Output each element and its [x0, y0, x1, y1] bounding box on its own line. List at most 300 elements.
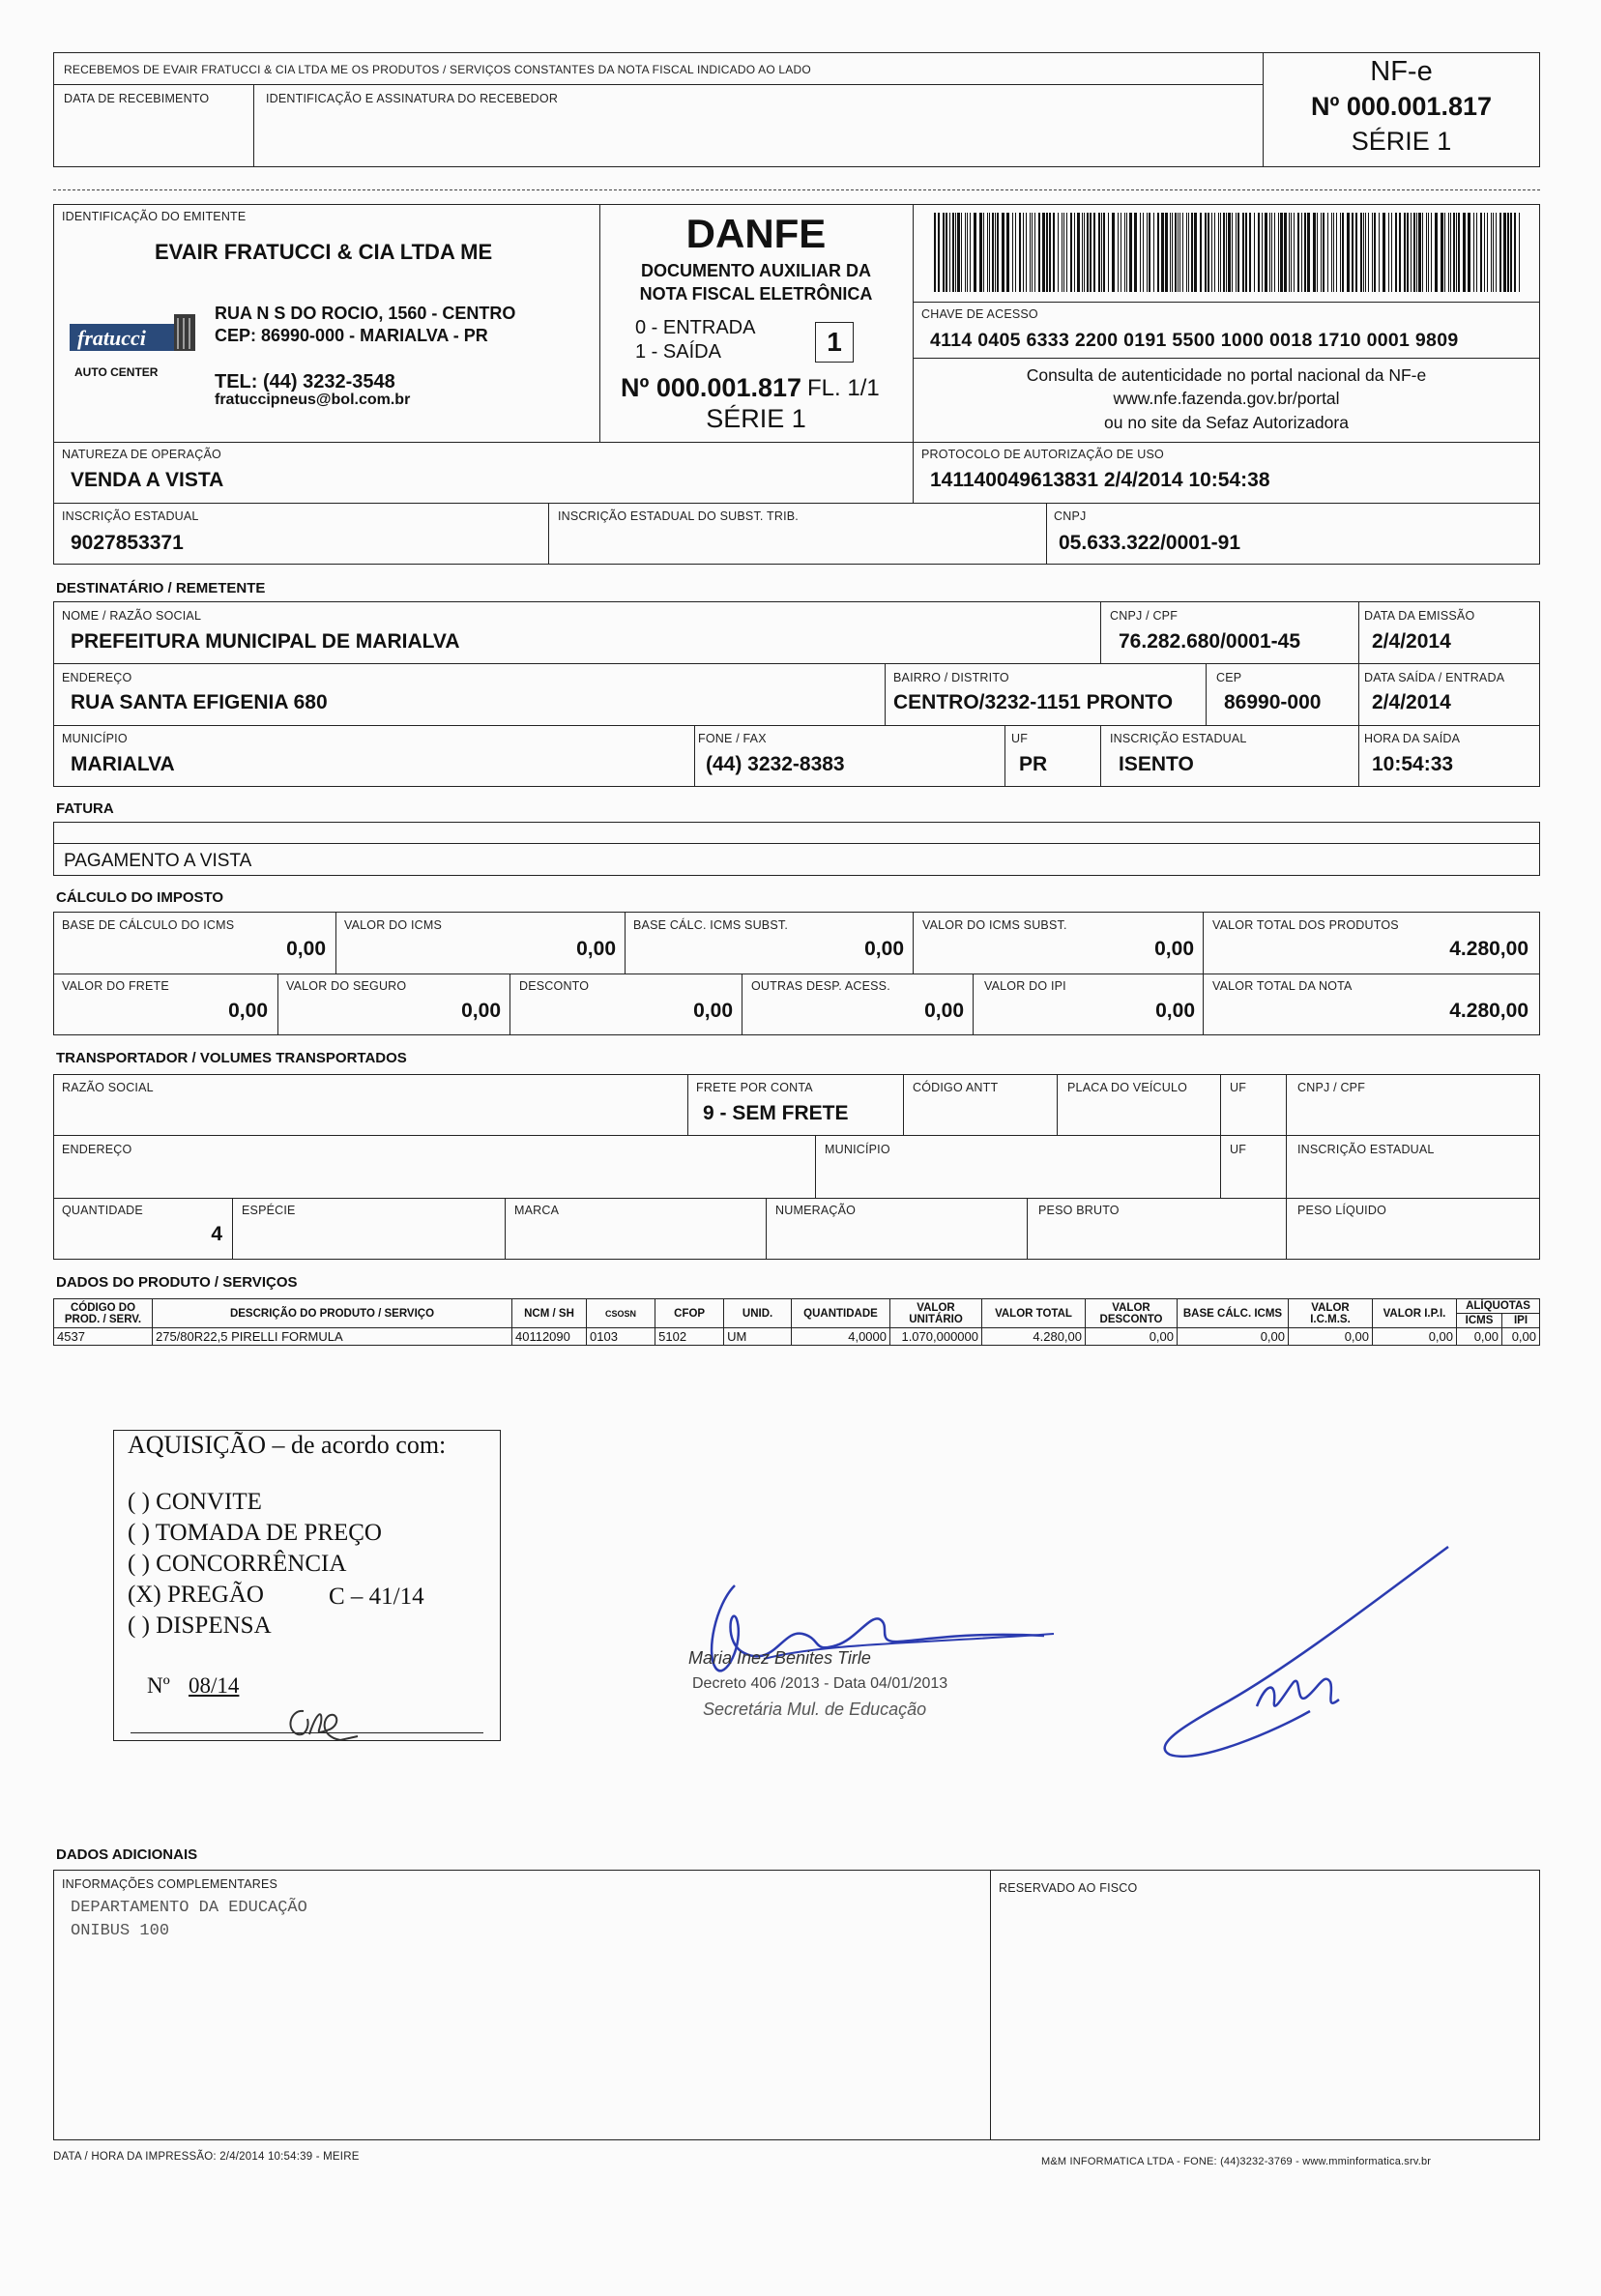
barcode-bar: [1074, 213, 1075, 292]
barcode-bar: [983, 213, 984, 292]
barcode-bar: [1178, 213, 1179, 292]
cell-codigo: 4537: [54, 1328, 153, 1346]
barcode-bar: [1218, 213, 1219, 292]
cell-descricao: 275/80R22,5 PIRELLI FORMULA: [153, 1328, 512, 1346]
barcode-bar: [1026, 213, 1027, 292]
barcode-bar: [1404, 213, 1406, 292]
barcode-bar: [1284, 213, 1287, 292]
barcode-bar: [1157, 213, 1159, 292]
danfe-tipo-box: 1: [815, 322, 854, 363]
transp-ie-label: INSCRIÇÃO ESTADUAL: [1297, 1143, 1435, 1156]
barcode-bar: [1331, 213, 1332, 292]
cell-aliq-icms: 0,00: [1457, 1328, 1502, 1346]
barcode-bar: [1388, 213, 1389, 292]
barcode-bar: [1323, 213, 1324, 292]
barcode-bar: [1242, 213, 1244, 292]
barcode-bar: [1038, 213, 1040, 292]
th-codigo: CÓDIGO DO PROD. / SERV.: [54, 1299, 153, 1328]
dest-bairro: CENTRO/3232-1151 PRONTO: [893, 691, 1174, 713]
icms-base-label: BASE DE CÁLCULO DO ICMS: [62, 918, 235, 932]
stamp-number-label: Nº: [147, 1673, 170, 1698]
icms-base-value: 0,00: [286, 938, 326, 960]
dest-saida-label: DATA SAÍDA / ENTRADA: [1364, 671, 1505, 684]
barcode-bar: [949, 213, 950, 292]
barcode-bar: [1129, 213, 1132, 292]
chave-label: CHAVE DE ACESSO: [921, 307, 1038, 321]
cell-vdesc: 0,00: [1086, 1328, 1178, 1346]
barcode-bar: [1383, 213, 1385, 292]
th-aliq-ipi: IPI: [1502, 1314, 1540, 1328]
dest-saida: 2/4/2014: [1372, 691, 1451, 713]
barcode-bar: [1188, 213, 1189, 292]
barcode-bar: [952, 213, 954, 292]
ie-st-label: INSCRIÇÃO ESTADUAL DO SUBST. TRIB.: [558, 509, 799, 523]
th-vdesc: VALOR DESCONTO: [1086, 1299, 1178, 1328]
fatura-box: [53, 822, 1540, 876]
info-line2: ONIBUS 100: [71, 1922, 170, 1940]
barcode-bar: [1042, 213, 1045, 292]
barcode-bar: [1200, 213, 1202, 292]
dest-bairro-label: BAIRRO / DISTRITO: [893, 671, 1009, 684]
transp-especie-label: ESPÉCIE: [242, 1204, 296, 1217]
barcode-bar: [1087, 213, 1089, 292]
barcode-bar: [1365, 213, 1366, 292]
barcode-bar: [1352, 213, 1354, 292]
transp-bruto-label: PESO BRUTO: [1038, 1204, 1120, 1217]
barcode-bar: [1269, 213, 1270, 292]
barcode-bar: [1416, 213, 1417, 292]
cell-vunit: 1.070,000000: [890, 1328, 982, 1346]
barcode-bar: [943, 213, 945, 292]
barcode-bar: [1280, 213, 1283, 292]
cell-cfop: 5102: [655, 1328, 724, 1346]
th-cfop: CFOP: [655, 1299, 724, 1328]
barcode-bar: [1179, 213, 1180, 292]
barcode-bar: [970, 213, 971, 292]
stamp-item-dispensa: ( ) DISPENSA: [128, 1613, 272, 1639]
table-row: [54, 1328, 1540, 1346]
barcode-bar: [1271, 213, 1272, 292]
barcode-bar: [1182, 213, 1183, 292]
cell-ncm: 40112090: [512, 1328, 587, 1346]
th-vunit: VALOR UNITÁRIO: [890, 1299, 982, 1328]
dest-endereco: RUA SANTA EFIGENIA 680: [71, 691, 328, 713]
icms-st-base-value: 0,00: [864, 938, 904, 960]
dest-hora: 10:54:33: [1372, 753, 1454, 775]
barcode-bar: [1108, 213, 1109, 292]
danfe-title: DANFE: [685, 211, 827, 256]
cell-unid: UM: [724, 1328, 792, 1346]
secretary-name: Maria Inez Benites Tirle: [688, 1648, 871, 1668]
frete-label: VALOR DO FRETE: [62, 979, 169, 993]
barcode-bar: [1211, 213, 1212, 292]
dest-ie: ISENTO: [1119, 753, 1194, 775]
produtos-section: DADOS DO PRODUTO / SERVIÇOS: [56, 1274, 298, 1291]
barcode-bar: [1186, 213, 1187, 292]
authorization-signature: [1141, 1537, 1460, 1769]
secretary-cargo: Secretária Mul. de Educação: [703, 1700, 927, 1719]
barcode-bar: [1147, 213, 1148, 292]
destinatario-section: DESTINATÁRIO / REMETENTE: [56, 580, 266, 596]
dest-uf-label: UF: [1011, 732, 1029, 745]
secretary-decreto: Decreto 406 /2013 - Data 04/01/2013: [692, 1675, 948, 1692]
transp-frete: 9 - SEM FRETE: [703, 1102, 849, 1124]
barcode-bar: [1205, 213, 1207, 292]
barcode-bar: [989, 213, 990, 292]
barcode-bar: [1476, 213, 1477, 292]
barcode-bar: [1112, 213, 1115, 292]
outras-value: 0,00: [924, 1000, 964, 1022]
th-aliq-icms: ICMS: [1457, 1314, 1502, 1328]
icms-value-label: VALOR DO ICMS: [344, 918, 442, 932]
barcode-bar: [1342, 213, 1344, 292]
fisco-label: RESERVADO AO FISCO: [999, 1881, 1138, 1895]
seguro-label: VALOR DO SEGURO: [286, 979, 407, 993]
produtos-table: [53, 1298, 1540, 1346]
barcode-bar: [1291, 213, 1292, 292]
barcode-bar: [955, 213, 956, 292]
barcode-bar: [957, 213, 960, 292]
barcode-bar: [1084, 213, 1085, 292]
barcode-bar: [1450, 213, 1451, 292]
barcode-bar: [1463, 213, 1466, 292]
barcode-bar: [1153, 213, 1154, 292]
barcode-bar: [1426, 213, 1427, 292]
receipt-nfe: NF-e: [1370, 56, 1433, 87]
barcode-bar: [1093, 213, 1095, 292]
barcode-bar: [1262, 213, 1263, 292]
barcode-bar: [1006, 213, 1009, 292]
icms-st-label: VALOR DO ICMS SUBST.: [922, 918, 1067, 932]
transp-endereco-label: ENDEREÇO: [62, 1143, 132, 1156]
dest-cep-label: CEP: [1216, 671, 1242, 684]
transp-marca-label: MARCA: [514, 1204, 560, 1217]
total-produtos-value: 4.280,00: [1449, 938, 1528, 960]
barcode-bar: [1327, 213, 1328, 292]
barcode-bar: [1510, 213, 1512, 292]
frete-value: 0,00: [228, 1000, 268, 1022]
barcode-bar: [1441, 213, 1443, 292]
cell-qtd: 4,0000: [792, 1328, 890, 1346]
cnpj-emit-value: 05.633.322/0001-91: [1059, 532, 1241, 554]
dest-hora-label: HORA DA SAÍDA: [1364, 732, 1461, 745]
barcode-bar: [1379, 213, 1380, 292]
transp-uf2-label: UF: [1230, 1143, 1247, 1156]
cell-aliq-ipi: 0,00: [1502, 1328, 1540, 1346]
ie-value: 9027853371: [71, 532, 184, 554]
barcode-bar: [1448, 213, 1449, 292]
icms-st-base-label: BASE CÁLC. ICMS SUBST.: [633, 918, 788, 932]
barcode-bar: [1289, 213, 1290, 292]
barcode-bar: [1422, 213, 1423, 292]
emitente-logo-sub: AUTO CENTER: [74, 365, 159, 379]
dest-cnpj: 76.282.680/0001-45: [1119, 630, 1301, 653]
barcode-bar: [1098, 213, 1100, 292]
barcode-bar: [1245, 213, 1247, 292]
fatura-section: FATURA: [56, 800, 114, 817]
chave-consulta3: ou no site da Sefaz Autorizadora: [1104, 413, 1349, 432]
barcode-bar: [1347, 213, 1350, 292]
footer-software: M&M INFORMATICA LTDA - FONE: (44)3232-3769 - www.mminformatica.srv.br: [1041, 2156, 1432, 2167]
receipt-signature-label: IDENTIFICAÇÃO E ASSINATURA DO RECEBEDOR: [266, 92, 559, 105]
barcode-bar: [1368, 213, 1369, 292]
cut-line: [53, 189, 1540, 190]
barcode-bar: [1372, 213, 1373, 292]
dest-municipio: MARIALVA: [71, 753, 175, 775]
stamp-pregao-ref: C – 41/14: [329, 1584, 424, 1610]
receipt-date-label: DATA DE RECEBIMENTO: [64, 92, 210, 105]
dest-nome: PREFEITURA MUNICIPAL DE MARIALVA: [71, 630, 460, 653]
emitente-name: EVAIR FRATUCCI & CIA LTDA ME: [155, 240, 493, 264]
barcode-bar: [938, 213, 940, 292]
barcode-bar: [1360, 213, 1362, 292]
transp-liquido-label: PESO LÍQUIDO: [1297, 1204, 1387, 1217]
barcode-bar: [1030, 213, 1031, 292]
dest-nome-label: NOME / RAZÃO SOCIAL: [62, 609, 202, 623]
barcode-bar: [997, 213, 999, 292]
cell-vipi: 0,00: [1373, 1328, 1457, 1346]
natureza-value: VENDA A VISTA: [71, 469, 224, 491]
barcode-bar: [1374, 213, 1376, 292]
barcode-bar: [1161, 213, 1164, 292]
barcode-bar: [1468, 213, 1470, 292]
barcode-bar: [961, 213, 962, 292]
transp-razao-label: RAZÃO SOCIAL: [62, 1081, 154, 1094]
transporte-section: TRANSPORTADOR / VOLUMES TRANSPORTADOS: [56, 1050, 407, 1066]
danfe-subtitle1: DOCUMENTO AUXILIAR DA: [641, 261, 871, 280]
barcode-bar: [1012, 213, 1013, 292]
dest-municipio-label: MUNICÍPIO: [62, 732, 128, 745]
barcode-bar: [1317, 213, 1318, 292]
protocolo-label: PROTOCOLO DE AUTORIZAÇÃO DE USO: [921, 448, 1164, 461]
th-vipi: VALOR I.P.I.: [1373, 1299, 1457, 1328]
cell-csosn: 0103: [587, 1328, 655, 1346]
barcode-bar: [979, 213, 982, 292]
desconto-label: DESCONTO: [519, 979, 590, 993]
receipt-serie: SÉRIE 1: [1351, 127, 1452, 156]
transp-uf-label: UF: [1230, 1081, 1247, 1094]
dest-ie-label: INSCRIÇÃO ESTADUAL: [1110, 732, 1247, 745]
stamp-item-convite: ( ) CONVITE: [128, 1489, 262, 1515]
fatura-value: PAGAMENTO A VISTA: [64, 851, 252, 871]
barcode-bar: [1124, 213, 1125, 292]
barcode-bar: [1428, 213, 1429, 292]
transp-municipio-label: MUNICÍPIO: [825, 1143, 890, 1156]
barcode-bar: [1355, 213, 1357, 292]
barcode-bar: [995, 213, 996, 292]
barcode-bar: [1444, 213, 1445, 292]
dest-fone-label: FONE / FAX: [698, 732, 767, 745]
barcode-bar: [1254, 213, 1255, 292]
transp-placa-label: PLACA DO VEÍCULO: [1067, 1081, 1188, 1094]
info-line1: DEPARTAMENTO DA EDUCAÇÃO: [71, 1899, 307, 1917]
danfe-subtitle2: NOTA FISCAL ELETRÔNICA: [639, 284, 873, 304]
barcode-bar: [1175, 213, 1177, 292]
barcode-bar: [1232, 213, 1233, 292]
barcode-bar: [1480, 213, 1482, 292]
barcode-bar: [1411, 213, 1412, 292]
barcode-bar: [1046, 213, 1048, 292]
barcode-bar: [1237, 213, 1239, 292]
barcode-bar: [1070, 213, 1072, 292]
footer-print-info: DATA / HORA DA IMPRESSÃO: 2/4/2014 10:54:39 - MEIRE: [53, 2151, 360, 2163]
stamp-item-tomada: ( ) TOMADA DE PREÇO: [128, 1520, 382, 1546]
barcode-bar: [1304, 213, 1306, 292]
receipt-number: Nº 000.001.817: [1310, 92, 1492, 121]
stamp-item-concorrencia: ( ) CONCORRÊNCIA: [128, 1551, 347, 1577]
th-unid: UNID.: [724, 1299, 792, 1328]
transp-numeracao-label: NUMERAÇÃO: [775, 1204, 857, 1217]
th-qtd: QUANTIDADE: [792, 1299, 890, 1328]
barcode-bar: [1507, 213, 1509, 292]
barcode-bar: [987, 213, 988, 292]
barcode-bar: [965, 213, 966, 292]
cell-vtotal: 4.280,00: [982, 1328, 1086, 1346]
barcode-bar: [1228, 213, 1231, 292]
barcode-bar: [1491, 213, 1492, 292]
th-csosn: CSOSN: [587, 1299, 655, 1328]
barcode-bar: [1294, 213, 1295, 292]
barcode-bar: [1226, 213, 1227, 292]
danfe-entrada: 0 - ENTRADA: [635, 317, 756, 338]
cnpj-emit-label: CNPJ: [1054, 509, 1087, 523]
emitente-label: IDENTIFICAÇÃO DO EMITENTE: [62, 210, 247, 223]
barcode-bar: [1191, 213, 1193, 292]
barcode-bar: [1126, 213, 1127, 292]
barcode-bar: [1301, 213, 1302, 292]
danfe-serie: SÉRIE 1: [706, 404, 806, 433]
barcode-bar: [1034, 213, 1035, 292]
desconto-value: 0,00: [693, 1000, 733, 1022]
barcode-bar: [1391, 213, 1392, 292]
transp-qtd: 4: [211, 1223, 222, 1245]
dest-fone: (44) 3232-8383: [706, 753, 845, 775]
barcode-bar: [1413, 213, 1415, 292]
barcode-bar: [1493, 213, 1494, 292]
barcode-bar: [992, 213, 994, 292]
danfe-saida: 1 - SAÍDA: [635, 341, 721, 363]
barcode-bar: [1265, 213, 1267, 292]
barcode-bar: [1101, 213, 1102, 292]
natureza-label: NATUREZA DE OPERAÇÃO: [62, 448, 221, 461]
barcode-bar: [1453, 213, 1455, 292]
barcode-bar: [1278, 213, 1279, 292]
barcode-bar: [974, 213, 976, 292]
barcode-bar: [1019, 213, 1021, 292]
barcode-bar: [1236, 213, 1237, 292]
imposto-section: CÁLCULO DO IMPOSTO: [56, 889, 224, 906]
dest-endereco-label: ENDEREÇO: [62, 671, 132, 684]
barcode-bar: [1134, 213, 1137, 292]
barcode-bar: [1223, 213, 1225, 292]
barcode-bar: [1496, 213, 1497, 292]
barcode-bar: [1274, 213, 1275, 292]
chave-consulta2: www.nfe.fazenda.gov.br/portal: [1113, 389, 1340, 408]
stamp-number: 08/14: [189, 1673, 240, 1698]
barcode-bar: [1066, 213, 1067, 292]
barcode-bar: [1053, 213, 1055, 292]
dest-uf: PR: [1019, 753, 1048, 775]
icms-value: 0,00: [576, 938, 616, 960]
barcode-bar: [1333, 213, 1334, 292]
barcode-bar: [1484, 213, 1485, 292]
barcode-bar: [1032, 213, 1033, 292]
dest-emissao-label: DATA DA EMISSÃO: [1364, 609, 1475, 623]
barcode-bar: [1395, 213, 1397, 292]
barcode-bar: [1499, 213, 1501, 292]
barcode-bar: [1208, 213, 1209, 292]
chave-value: 4114 0405 6333 2200 0191 5500 1000 0018 1710 0001 9809: [930, 330, 1459, 351]
transp-cnpj-label: CNPJ / CPF: [1297, 1081, 1366, 1094]
transp-antt-label: CÓDIGO ANTT: [913, 1081, 999, 1094]
info-label: INFORMAÇÕES COMPLEMENTARES: [62, 1877, 278, 1891]
barcode-bar: [1297, 213, 1299, 292]
barcode-bar: [1140, 213, 1141, 292]
emitente-logo-text: fratucci: [77, 326, 146, 350]
th-descricao: DESCRIÇÃO DO PRODUTO / SERVIÇO: [153, 1299, 512, 1328]
barcode-bar: [1063, 213, 1064, 292]
transp-qtd-label: QUANTIDADE: [62, 1204, 143, 1217]
th-base: BASE CÁLC. ICMS: [1178, 1299, 1289, 1328]
barcode-bar: [1473, 213, 1474, 292]
barcode-bar: [1170, 213, 1171, 292]
total-nota-value: 4.280,00: [1449, 1000, 1528, 1022]
emitente-address2: CEP: 86990-000 - MARIALVA - PR: [215, 326, 488, 345]
chave-consulta1: Consulta de autenticidade no portal nacional da NF-e: [1026, 365, 1427, 385]
barcode-bar: [1258, 213, 1260, 292]
danfe-number: Nº 000.001.817: [621, 373, 802, 402]
barcode-bar: [1015, 213, 1016, 292]
barcode-bar: [1165, 213, 1168, 292]
barcode-bar: [1340, 213, 1341, 292]
barcode-bar: [1407, 213, 1409, 292]
barcode-bar: [1149, 213, 1150, 292]
barcode-bar: [1023, 213, 1024, 292]
stamp-initials: [280, 1692, 387, 1750]
th-ncm: NCM / SH: [512, 1299, 587, 1328]
barcode-bar: [1514, 213, 1516, 292]
transp-frete-label: FRETE POR CONTA: [696, 1081, 813, 1094]
barcode-bar: [1172, 213, 1173, 292]
barcode-bar: [1118, 213, 1119, 292]
barcode-bar: [1431, 213, 1432, 292]
adicionais-section: DADOS ADICIONAIS: [56, 1846, 198, 1863]
barcode-bar: [1418, 213, 1421, 292]
emitente-address1: RUA N S DO ROCIO, 1560 - CENTRO: [215, 304, 516, 323]
cell-vicms: 0,00: [1289, 1328, 1373, 1346]
barcode-bar: [1214, 213, 1215, 292]
receipt-text: RECEBEMOS DE EVAIR FRATUCCI & CIA LTDA ME OS PRODUTOS / SERVIÇOS CONSTANTES DA NOTA FISCAL INDICADO AO LADO: [64, 63, 811, 76]
outras-label: OUTRAS DESP. ACESS.: [751, 979, 890, 993]
barcode-bar: [1220, 213, 1221, 292]
barcode-bar: [1090, 213, 1092, 292]
dest-cnpj-label: CNPJ / CPF: [1110, 609, 1179, 623]
barcode: [930, 213, 1529, 292]
seguro-value: 0,00: [461, 1000, 501, 1022]
protocolo-value: 141140049613831 2/4/2014 10:54:38: [930, 469, 1270, 491]
barcode-bar: [967, 213, 968, 292]
barcode-bar: [1307, 213, 1310, 292]
th-vicms: VALOR I.C.M.S.: [1289, 1299, 1373, 1328]
stamp-title: AQUISIÇÃO – de acordo com:: [128, 1431, 447, 1459]
th-aliquotas: ALÍQUOTAS: [1457, 1299, 1540, 1314]
barcode-bar: [1194, 213, 1197, 292]
barcode-bar: [1336, 213, 1337, 292]
barcode-bar: [1058, 213, 1059, 292]
barcode-bar: [946, 213, 947, 292]
barcode-bar: [1143, 213, 1144, 292]
icms-st-value: 0,00: [1154, 938, 1194, 960]
